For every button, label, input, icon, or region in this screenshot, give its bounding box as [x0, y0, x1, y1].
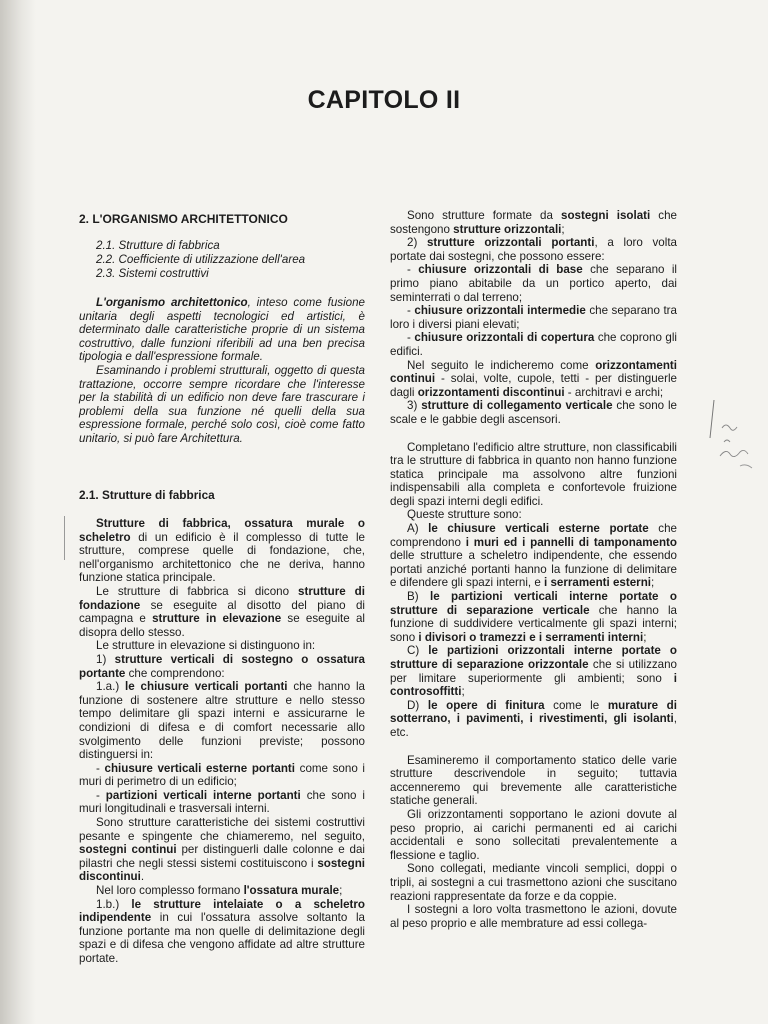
body-paragraph: 2) strutture orizzontali portanti, a loro volta portate dai sostegni, che possono essere: — [390, 236, 677, 263]
body-paragraph: B) le partizioni verticali interne portate o strutture di separazione verticale che hanno la funzione di suddividere verticalmente gli spazi interni; sono i divisori o tramezzi e i serramenti interni; — [390, 590, 678, 644]
body-paragraph: Sono collegati, mediante vincoli semplici, doppi o tripli, ai sostegni a cui trasmettono azioni che suscitano reazioni rappresentate da forze e da coppie. — [390, 862, 677, 903]
body-paragraph: 1.a.) le chiusure verticali portanti che hanno la funzione di sostenere altre strutture e nello stesso tempo delimitare gli spazi interni e assicurarne le condizioni di difesa e di comfort necessarie allo svolgimento delle funzioni previste; possono distinguersi in: — [79, 680, 365, 762]
body-paragraph: 1.b.) le strutture intelaiate o a scheletro indipendente in cui l'ossatura assolve soltanto la funzione portante ma non quelle di delimitazione degli spazi e di difesa che vengono affidate ad altre strutture portate. — [79, 897, 365, 965]
section-toc — [96, 239, 305, 281]
body-paragraph: A) le chiusure verticali esterne portate che comprendono i muri ed i pannelli di tamponamento delle strutture a scheletro indipendente, che essendo portati anziché portanti hanno la funzione di delimitare e difendere gli spazi interni, e i serramenti esterni; — [390, 522, 677, 590]
intro-block — [79, 296, 365, 446]
toc-item: 2.3. Sistemi costruttivi — [96, 267, 209, 280]
body-paragraph: Queste strutture sono: — [407, 508, 522, 522]
body-paragraph: - chiusure orizzontali di base che separano il primo piano abitabile da un portico aperto, dai seminterrati o dal terreno; — [390, 263, 677, 304]
body-paragraph: Nel loro complesso formano l'ossatura murale; — [96, 884, 343, 898]
body-paragraph: I sostegni a loro volta trasmettono le azioni, dovute al peso proprio e alle membrature ad essi collega- — [390, 903, 677, 930]
body-paragraph: 3) strutture di collegamento verticale che sono le scale e le gabbie degli ascensori. — [390, 399, 678, 426]
intro-paragraph: L'organismo architettonico, inteso come fusione unitaria degli aspetti tecnologici ed artistici, è determinato dalle caratteristiche proprie di un sistema costruttivo, dalle funzioni riferibili ad una ben precisa tipologia e dall'espressione formale. — [79, 296, 366, 364]
handwritten-margin-note — [706, 398, 758, 478]
body-paragraph: Completano l'edificio altre strutture, non classificabili tra le strutture di fabbrica in quanto non hanno funzione statica principale ma assolvono altre funzioni indispensabili alla completa e confortevole fruizione degli spazi interni degli edifici. — [390, 440, 677, 508]
body-paragraph: Le strutture in elevazione si distinguono in: — [96, 639, 316, 653]
section-heading: 2. L'ORGANISMO ARCHITETTONICO — [79, 212, 288, 226]
body-paragraph: Gli orizzontamenti sopportano le azioni dovute al peso proprio, ai carichi permanenti ed ai carichi accidentali e sono sollecitati prevalentemente a flessione e taglio. — [390, 807, 677, 862]
toc-item: 2.1. Strutture di fabbrica — [96, 239, 220, 252]
body-paragraph: - chiusure verticali esterne portanti come sono i muri di perimetro di un edificio; — [79, 761, 365, 789]
chapter-title: CAPITOLO II — [307, 86, 461, 114]
body-paragraph: Strutture di fabbrica, ossatura murale o scheletro di un edificio è il complesso di tutte le strutture, comprese quelle di fondazione, che, nell'organismo architettonico che ne deriva, hanno funzione statica principale. — [79, 517, 365, 585]
body-paragraph: - partizioni verticali interne portanti che sono i muri longitudinali e trasversali interni. — [79, 788, 365, 816]
margin-mark — [64, 516, 65, 560]
body-paragraph: Le strutture di fabbrica si dicono strutture di fondazione se eseguite al disotto del piano di campagna e strutture in elevazione se eseguite al disopra dello stesso. — [79, 584, 365, 639]
subsection-heading: 2.1. Strutture di fabbrica — [79, 488, 215, 502]
intro-paragraph: Esaminando i problemi strutturali, oggetto di questa trattazione, occorre sempre ricordare che l'interesse per la stabilità di un edificio non deve fare trascurare i problemi della sua funzione né quelli della sua espressione formale, perché solo così, cioè come fatto unitario, si può fare Architettura. — [79, 363, 365, 445]
right-column-body — [390, 209, 677, 930]
body-paragraph: Esamineremo il comportamento statico delle varie strutture descrivendole in seguito; tuttavia accenneremo qui brevemente alle caratteristiche statiche generali. — [390, 753, 677, 808]
body-paragraph: Nel seguito le indicheremo come orizzontamenti continui - solai, volte, cupole, tetti - per distinguerle dagli orizzontamenti discontinui - architravi e archi; — [390, 358, 677, 399]
body-paragraph: - chiusure orizzontali intermedie che separano tra loro i diversi piani elevati; — [390, 304, 677, 331]
body-paragraph: 1) strutture verticali di sostegno o ossatura portante che comprendono: — [79, 652, 365, 680]
left-column-body — [79, 517, 365, 966]
body-paragraph: Sono strutture formate da sostegni isolati che sostengono strutture orizzontali; — [390, 209, 677, 236]
toc-item: 2.2. Coefficiente di utilizzazione dell'area — [96, 253, 306, 266]
page-binding-shadow — [0, 0, 36, 1024]
body-paragraph: Sono strutture caratteristiche dei sistemi costruttivi pesante e spingente che chiameremo, nel seguito, sostegni continui per distinguerli dalle colonne e dai pilastri che negli stessi sistemi costituiscono i sostegni discontinui. — [79, 816, 365, 884]
body-paragraph: C) le partizioni orizzontali interne portate o strutture di separazione orizzontale che si utilizzano per limitare superiormente gli ambienti; sono i controsoffitti; — [390, 644, 678, 699]
handwriting-scribble-icon — [706, 398, 758, 478]
body-paragraph: D) le opere di finitura come le murature di sotterrano, i pavimenti, i rivestimenti, gli isolanti, etc. — [390, 698, 677, 739]
body-paragraph: - chiusure orizzontali di copertura che coprono gli edifici. — [390, 331, 678, 358]
